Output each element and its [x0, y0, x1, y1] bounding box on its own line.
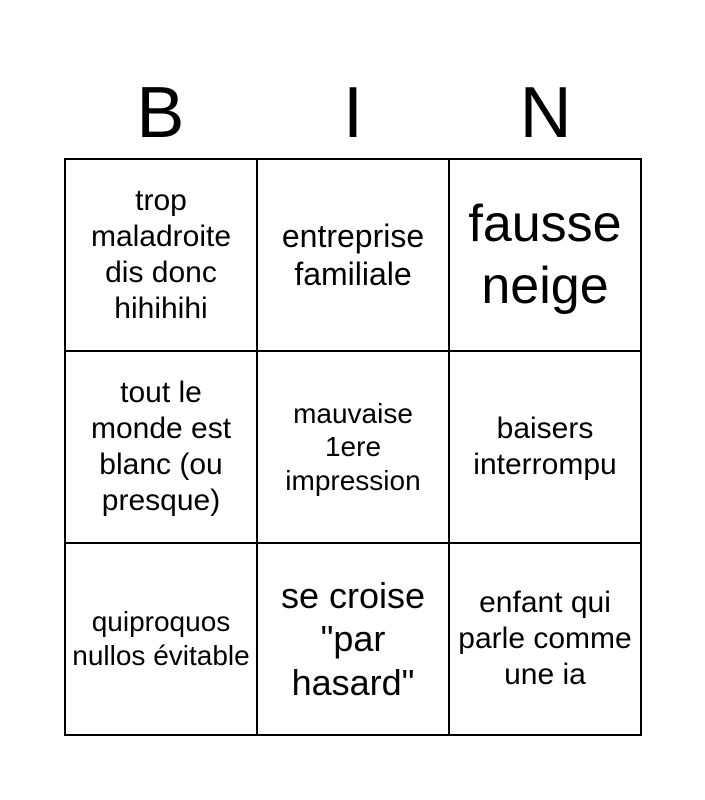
bingo-cell-text: baisers interrompu: [473, 412, 617, 481]
bingo-cell-text: mauvaise 1ere impression: [285, 397, 421, 496]
bingo-cell-text: tout le monde est blanc (ou presque): [90, 376, 232, 517]
bingo-cell[interactable]: [258, 160, 450, 352]
bingo-cell-text: quiproquos nullos évitable: [72, 606, 250, 671]
bingo-cell[interactable]: [450, 544, 642, 736]
bingo-cell[interactable]: [66, 544, 258, 736]
bingo-cell-text: trop maladroite dis donc hihihihi: [90, 184, 232, 325]
bingo-header: [64, 68, 642, 158]
header-letter-b: B: [136, 73, 185, 153]
bingo-cell-text: se croise "par hasard": [280, 575, 426, 703]
header-letter-n: N: [519, 73, 572, 153]
bingo-cell[interactable]: [258, 352, 450, 544]
header-letter-i: I: [342, 73, 363, 153]
bingo-cell[interactable]: [66, 352, 258, 544]
bingo-cell-text: fausse neige: [468, 194, 622, 315]
bingo-grid: [64, 158, 642, 736]
bingo-cell[interactable]: [66, 160, 258, 352]
bingo-cell-text: entreprise familiale: [281, 217, 425, 292]
bingo-cell[interactable]: [258, 544, 450, 736]
bingo-cell-text: enfant qui parle comme une ia: [458, 586, 632, 691]
bingo-cell[interactable]: [450, 160, 642, 352]
bingo-cell[interactable]: [450, 352, 642, 544]
